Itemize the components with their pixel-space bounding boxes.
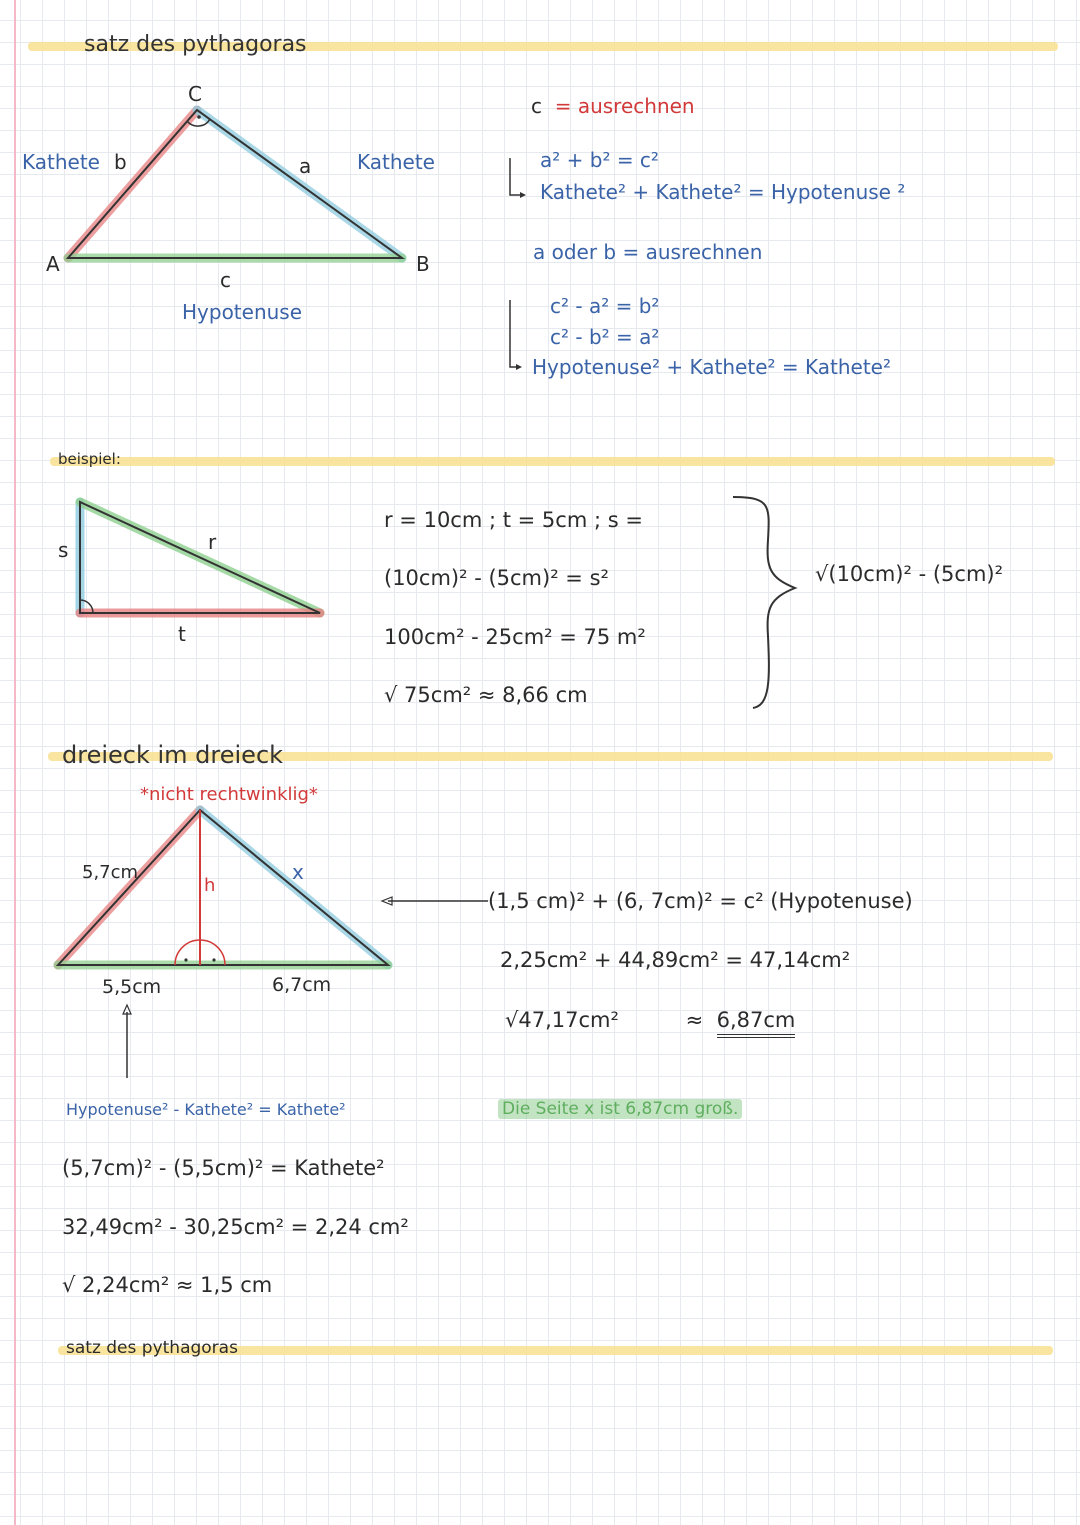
right-calc-line-2: 2,25cm² + 44,89cm² = 47,14cm²	[500, 948, 851, 972]
triangle-example	[80, 502, 320, 613]
side-a-label: a	[299, 154, 312, 178]
kathete-left-label: Kathete	[22, 150, 100, 174]
side-s-label: s	[58, 538, 69, 562]
rule-c-title: c = ausrechnen	[531, 94, 695, 118]
vertex-c-label: C	[188, 82, 202, 106]
triangle-in-triangle	[58, 810, 488, 1078]
side-b-label: b	[114, 150, 127, 174]
conclusion-text: Die Seite x ist 6,87cm groß.	[498, 1101, 742, 1118]
side-x-label: x	[292, 860, 304, 884]
rule-arrows	[510, 158, 526, 370]
example-result: √ 75cm² ≈ 8,66 cm	[384, 683, 588, 707]
rule-equation-1: a² + b² = c²	[540, 148, 659, 172]
left-calc-formula: Hypotenuse² - Kathete² = Kathete²	[66, 1100, 346, 1119]
left-calc-line-2: 32,49cm² - 30,25cm² = 2,24 cm²	[62, 1215, 409, 1239]
example-given-values: r = 10cm ; t = 5cm ; s =	[384, 508, 643, 532]
side-5-7-label: 5,7cm	[82, 862, 139, 883]
example-heading: beispiel:	[58, 450, 121, 468]
example-calculation: 100cm² - 25cm² = 75 m²	[384, 625, 646, 649]
base-5-5-label: 5,5cm	[102, 976, 162, 998]
side-c-label: c	[220, 268, 231, 292]
rule-equation-3: c² - b² = a²	[550, 325, 660, 349]
right-calc-line-3: √47,17cm² ≈ 6,87cm	[505, 1010, 795, 1031]
page-heading: satz des pythagoras	[84, 32, 307, 57]
rule-equation-2: c² - a² = b²	[550, 294, 660, 318]
section-heading-dreieck: dreieck im dreieck	[62, 741, 284, 769]
rule-words-2: Hypotenuse² + Kathete² = Kathete²	[532, 355, 892, 379]
side-t-label: t	[178, 622, 186, 646]
base-6-7-label: 6,7cm	[272, 974, 332, 996]
not-right-angled-note: *nicht rechtwinklig*	[140, 784, 318, 805]
vertex-a-label: A	[46, 252, 60, 276]
kathete-right-label: Kathete	[357, 150, 435, 174]
footer-heading: satz des pythagoras	[66, 1338, 238, 1358]
left-calc-line-1: (5,7cm)² - (5,5cm)² = Kathete²	[62, 1156, 385, 1180]
hypotenuse-label: Hypotenuse	[182, 300, 303, 324]
side-r-label: r	[208, 530, 217, 554]
right-calc-line-1: (1,5 cm)² + (6, 7cm)² = c² (Hypotenuse)	[488, 889, 913, 913]
rule-ab-title: a oder b = ausrechnen	[533, 240, 763, 264]
triangle-abc	[68, 110, 402, 258]
final-answer: 6,87cm	[717, 1008, 796, 1038]
curly-brace	[733, 497, 795, 708]
rule-words-1: Kathete² + Kathete² = Hypotenuse ²	[540, 180, 906, 204]
left-calc-line-3: √ 2,24cm² ≈ 1,5 cm	[62, 1273, 273, 1297]
example-equation: (10cm)² - (5cm)² = s²	[384, 566, 609, 590]
vertex-b-label: B	[416, 252, 430, 276]
example-summary-formula: √(10cm)² - (5cm)²	[815, 562, 1004, 586]
height-h-label: h	[204, 875, 216, 896]
